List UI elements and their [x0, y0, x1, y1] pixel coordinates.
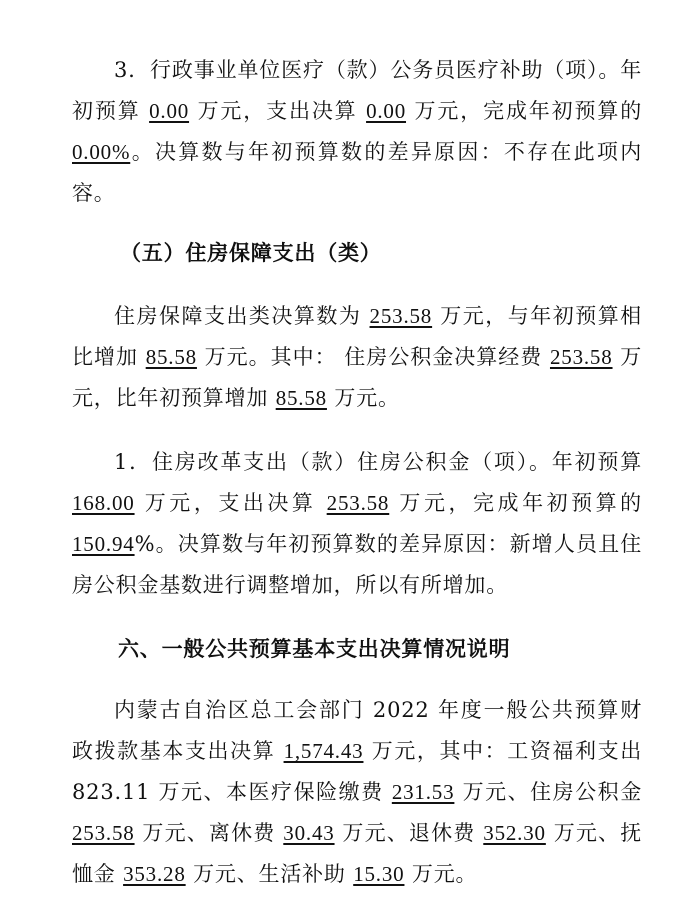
- underlined-value: 352.30: [483, 821, 546, 845]
- underlined-value: 1,574.43: [283, 739, 364, 763]
- text-segment: 万元。其中： 住房公积金决算经费: [196, 345, 550, 369]
- text-segment: 万元、退休费: [334, 821, 484, 845]
- section-heading-housing: （五）住房保障支出（类）: [120, 240, 382, 265]
- text-segment: 。决算数与年初预算数的差异原因：不存在此项内容。: [72, 140, 642, 205]
- underlined-value: 353.28: [123, 862, 186, 886]
- text-segment: 万元。: [326, 386, 400, 410]
- text-segment: 万元，完成年初预算的: [389, 491, 642, 515]
- text-segment: 万元，与年初预算相比增加: [72, 304, 642, 369]
- underlined-value: 253.58: [369, 304, 433, 328]
- text-segment: 万元，其中：工资福利支出 823.11 万元、本医疗保险缴费: [72, 739, 642, 804]
- text-segment: 万元，支出决算: [134, 491, 327, 515]
- paragraph-medical-subsidy: [72, 50, 642, 214]
- underlined-value: 15.30: [353, 862, 405, 886]
- underlined-value: 231.53: [391, 780, 455, 804]
- underlined-value: 253.58: [326, 491, 390, 515]
- paragraph-housing-fund: [72, 442, 642, 606]
- paragraph-housing-summary: [72, 296, 642, 419]
- text-segment: 3．行政事业单位医疗（款）公务员医疗补助（项）。年初预算: [72, 58, 642, 123]
- underlined-value: 0.00: [149, 99, 190, 123]
- text-segment: 万元。: [404, 862, 478, 886]
- text-segment: 内蒙古自治区总工会部门 2022 年度一般公共预算财政拨款基本支出决算: [72, 698, 642, 763]
- text-segment: 万元、离休费: [134, 821, 284, 845]
- underlined-value: 150.94: [72, 532, 135, 556]
- text-segment: 万元、生活补助: [185, 862, 354, 886]
- text-segment: 万元、住房公积金: [454, 780, 642, 804]
- underlined-value: 168.00: [72, 491, 135, 515]
- text-segment: 住房保障支出类决算数为: [114, 304, 370, 328]
- underlined-value: 0.00%: [72, 140, 131, 164]
- text-segment: 万元，比年初预算增加: [72, 345, 643, 410]
- underlined-value: 85.58: [145, 345, 197, 369]
- underlined-value: 253.58: [549, 345, 613, 369]
- paragraph-basic-expenditure: [72, 690, 642, 895]
- underlined-value: 30.43: [283, 821, 335, 845]
- text-segment: 万元、抚恤金: [72, 821, 643, 886]
- text-segment: 万元，支出决算: [189, 99, 367, 123]
- section-heading-basic-expenditure: 六、一般公共预算基本支出决算情况说明: [118, 636, 511, 661]
- underlined-value: 85.58: [275, 386, 327, 410]
- underlined-value: 253.58: [72, 821, 135, 845]
- text-segment: 万元，完成年初预算的: [406, 99, 642, 123]
- text-segment: %。决算数与年初预算数的差异原因：新增人员且住房公积金基数进行调整增加，所以有所增加。: [72, 532, 642, 597]
- underlined-value: 0.00: [366, 99, 407, 123]
- text-segment: 1．住房改革支出（款）住房公积金（项）。年初预算: [114, 450, 642, 474]
